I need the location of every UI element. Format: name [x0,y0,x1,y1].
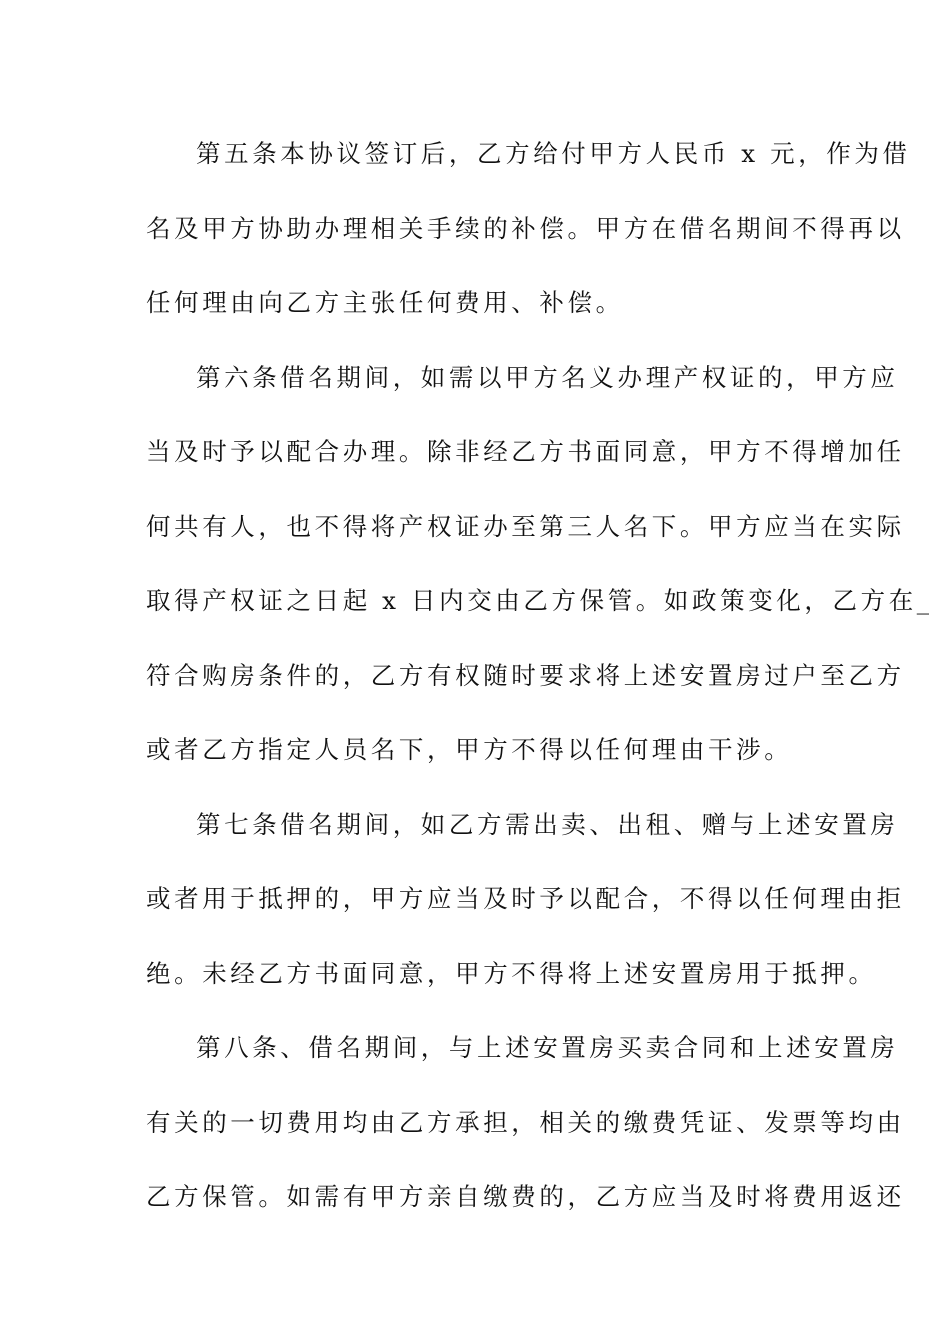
text-line: 第八条、借名期间，与上述安置房买卖合同和上述安置房 [196,1033,899,1062]
document-body [146,117,933,1235]
text-line: 或者用于抵押的，甲方应当及时予以配合，不得以任何理由拒 [146,884,905,913]
text-line: 何共有人，也不得将产权证办至第三人名下。甲方应当在实际 [146,511,905,541]
text-line: 或者乙方指定人员名下，甲方不得以任何理由干涉。 [146,735,793,764]
text-line: 名及甲方协助办理相关手续的补偿。甲方在借名期间不得再以 [146,213,905,243]
text-line: 第六条借名期间，如需以甲方名义办理产权证的，甲方应 [196,362,899,392]
text-line: 第五条本协议签订后，乙方给付甲方人民币 x 元，作为借 [196,139,911,168]
text-line: 当及时予以配合办理。除非经乙方书面同意，甲方不得增加任 [146,437,905,466]
text-line: 取得产权证之日起 x 日内交由乙方保管。如政策变化，乙方在_ [146,586,933,615]
text-line: 绝。未经乙方书面同意，甲方不得将上述安置房用于抵押。 [146,958,877,988]
text-line: 任何理由向乙方主张任何费用、补偿。 [146,288,624,317]
text-line: 第七条借名期间，如乙方需出卖、出租、赠与上述安置房 [196,809,899,839]
text-line: 乙方保管。如需有甲方亲自缴费的，乙方应当及时将费用返还 [146,1182,905,1211]
text-line: 符合购房条件的，乙方有权随时要求将上述安置房过户至乙方 [146,660,905,690]
text-line: 有关的一切费用均由乙方承担，相关的缴费凭证、发票等均由 [146,1107,905,1137]
